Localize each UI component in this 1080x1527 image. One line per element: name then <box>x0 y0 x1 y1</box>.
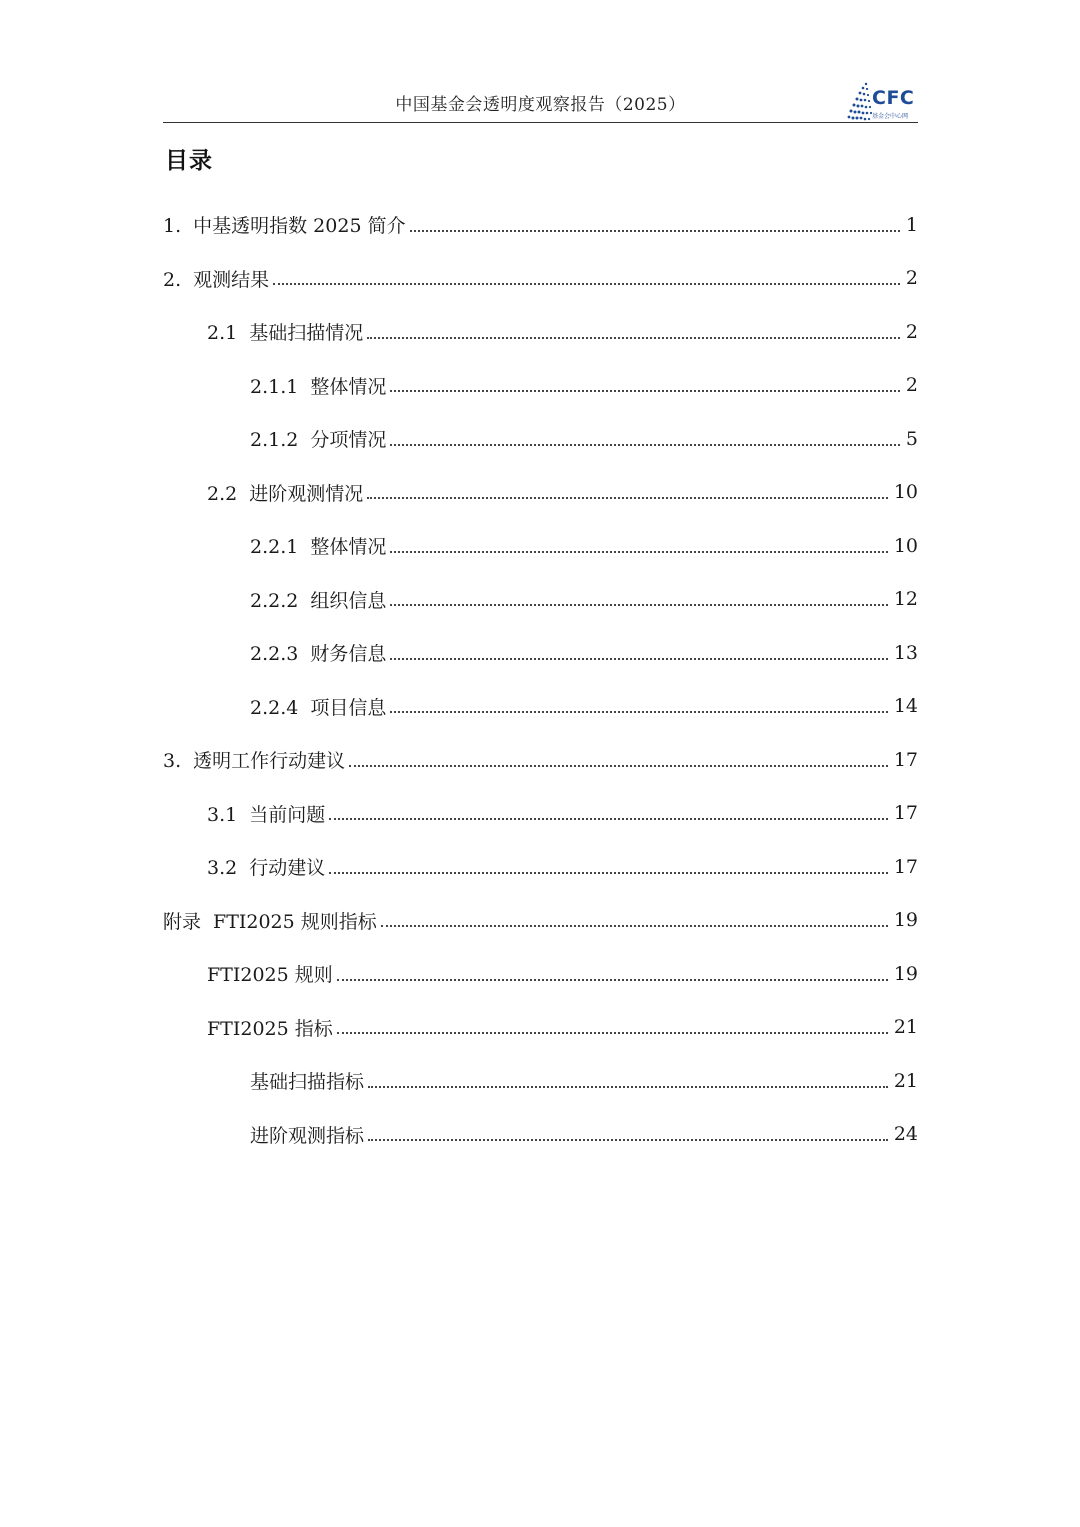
toc-entry-page: 14 <box>893 695 918 718</box>
toc-entry-title: 组织信息 <box>310 589 387 612</box>
toc-entry-title: 中基透明指数 2025 简介 <box>193 215 406 238</box>
toc-entry-page: 21 <box>893 1069 918 1092</box>
toc-entry-page: 2 <box>905 320 918 343</box>
toc-entry-label <box>163 211 406 238</box>
dot-leader <box>329 872 888 874</box>
toc-entry-3[interactable] <box>163 733 918 787</box>
toc-entry-2-1-1[interactable] <box>163 359 918 413</box>
dot-leader <box>368 1086 888 1088</box>
toc-entry-title: 整体情况 <box>310 536 387 559</box>
toc-entry-2-2[interactable] <box>163 466 918 520</box>
dot-leader <box>329 818 888 820</box>
toc-entry-page: 24 <box>893 1123 918 1146</box>
toc-entry-2-1-2[interactable] <box>163 412 918 466</box>
header-divider <box>163 122 918 123</box>
toc-entry-page: 5 <box>905 427 918 450</box>
toc-entry-page: 12 <box>893 588 918 611</box>
toc-entry-basic-scan-indicators[interactable] <box>163 1054 918 1108</box>
toc-entry-title: FTI2025 指标 <box>207 1017 333 1040</box>
toc-entry-title: 观测结果 <box>193 268 270 291</box>
dot-leader <box>273 283 900 285</box>
toc-entry-number: 附录 <box>163 910 202 933</box>
toc-entry-label <box>207 318 363 345</box>
toc-entry-label <box>250 425 386 452</box>
toc-entry-title: 当前问题 <box>249 803 326 826</box>
toc-entry-title: 基础扫描指标 <box>250 1071 365 1094</box>
toc-entry-page: 21 <box>893 1016 918 1039</box>
toc-entry-number: 2.2.1 <box>250 536 299 559</box>
toc-entry-page: 17 <box>893 855 918 878</box>
toc-entry-page: 19 <box>893 909 918 932</box>
toc-entry-number: 3. <box>163 750 182 773</box>
dot-leader <box>349 765 888 767</box>
toc-entry-label <box>250 1121 364 1148</box>
toc-entry-label <box>163 746 345 773</box>
toc-entry-title: 进阶观测情况 <box>249 482 364 505</box>
toc-entry-number: 2.1.1 <box>250 375 299 398</box>
toc-entry-2-2-2[interactable] <box>163 573 918 627</box>
toc-entry-number: 2.2 <box>207 482 238 505</box>
toc-entry-title: 透明工作行动建议 <box>193 750 346 773</box>
toc-entry-title: FTI2025 规则 <box>207 964 333 987</box>
toc-entry-advanced-indicators[interactable] <box>163 1108 918 1162</box>
toc-entry-page: 10 <box>893 481 918 504</box>
dot-leader <box>337 979 888 981</box>
dot-leader <box>381 925 888 927</box>
dot-leader <box>337 1032 888 1034</box>
toc-entry-label <box>207 853 325 880</box>
header-title: 中国基金会透明度观察报告（2025） <box>395 95 686 115</box>
logo-text: CFC <box>872 87 915 109</box>
toc-entry-title: 基础扫描情况 <box>249 322 364 345</box>
toc-entry-2-2-1[interactable] <box>163 519 918 573</box>
toc-entry-1[interactable] <box>163 198 918 252</box>
toc-entry-2[interactable] <box>163 252 918 306</box>
toc-entry-label <box>207 960 333 987</box>
toc-entry-number: 2.1.2 <box>250 429 299 452</box>
toc-entry-2-2-4[interactable] <box>163 680 918 734</box>
cfc-logo <box>846 78 918 122</box>
dot-leader <box>367 337 900 339</box>
toc-entry-number: 3.1 <box>207 803 238 826</box>
toc-entry-page: 2 <box>905 374 918 397</box>
toc-entry-fti-indicators[interactable] <box>163 1001 918 1055</box>
toc-entry-label <box>163 265 269 292</box>
toc-heading: 目录 <box>165 147 213 174</box>
toc-entry-number: 2.2.2 <box>250 589 299 612</box>
toc-entry-2-1[interactable] <box>163 305 918 359</box>
toc-entry-label <box>250 532 386 559</box>
toc-entry-number: 2. <box>163 268 182 291</box>
toc-entry-title: FTI2025 规则指标 <box>213 910 377 933</box>
dot-leader <box>390 658 887 660</box>
toc-entry-label <box>250 372 386 399</box>
toc-entry-3-2[interactable] <box>163 840 918 894</box>
logo-subtitle: 基金会中心网 <box>872 113 909 120</box>
dot-leader <box>390 711 887 713</box>
toc-entry-title: 进阶观测指标 <box>250 1124 365 1147</box>
table-of-contents <box>163 198 918 1161</box>
dot-leader <box>367 497 888 499</box>
toc-entry-label <box>207 1014 333 1041</box>
toc-entry-label <box>207 479 363 506</box>
toc-entry-page: 10 <box>893 534 918 557</box>
dot-leader <box>368 1139 888 1141</box>
toc-entry-label <box>163 907 377 934</box>
toc-entry-title: 整体情况 <box>310 375 387 398</box>
toc-entry-title: 财务信息 <box>310 643 387 666</box>
toc-entry-fti-rules[interactable] <box>163 947 918 1001</box>
toc-entry-page: 2 <box>905 267 918 290</box>
toc-entry-label <box>250 639 386 666</box>
dot-leader <box>390 604 887 606</box>
toc-entry-label <box>250 586 386 613</box>
toc-entry-label <box>250 693 386 720</box>
dot-leader <box>390 444 900 446</box>
toc-entry-number: 3.2 <box>207 857 238 880</box>
dot-leader <box>390 390 900 392</box>
page-header <box>163 76 918 123</box>
toc-entry-3-1[interactable] <box>163 787 918 841</box>
toc-entry-2-2-3[interactable] <box>163 626 918 680</box>
toc-entry-number: 2.2.4 <box>250 696 299 719</box>
toc-entry-title: 行动建议 <box>249 857 326 880</box>
toc-entry-label <box>250 1067 364 1094</box>
toc-entry-number: 2.1 <box>207 322 238 345</box>
dot-leader <box>410 230 900 232</box>
toc-entry-title: 分项情况 <box>310 429 387 452</box>
toc-entry-page: 17 <box>893 748 918 771</box>
toc-entry-page: 1 <box>905 213 918 236</box>
toc-entry-appendix[interactable] <box>163 894 918 948</box>
toc-entry-page: 19 <box>893 962 918 985</box>
toc-entry-number: 2.2.3 <box>250 643 299 666</box>
cfc-logo-dots-icon <box>846 78 874 122</box>
toc-entry-page: 13 <box>893 641 918 664</box>
toc-entry-label <box>207 800 325 827</box>
toc-entry-title: 项目信息 <box>310 696 387 719</box>
dot-leader <box>390 551 887 553</box>
toc-entry-page: 17 <box>893 802 918 825</box>
toc-entry-number: 1. <box>163 215 182 238</box>
